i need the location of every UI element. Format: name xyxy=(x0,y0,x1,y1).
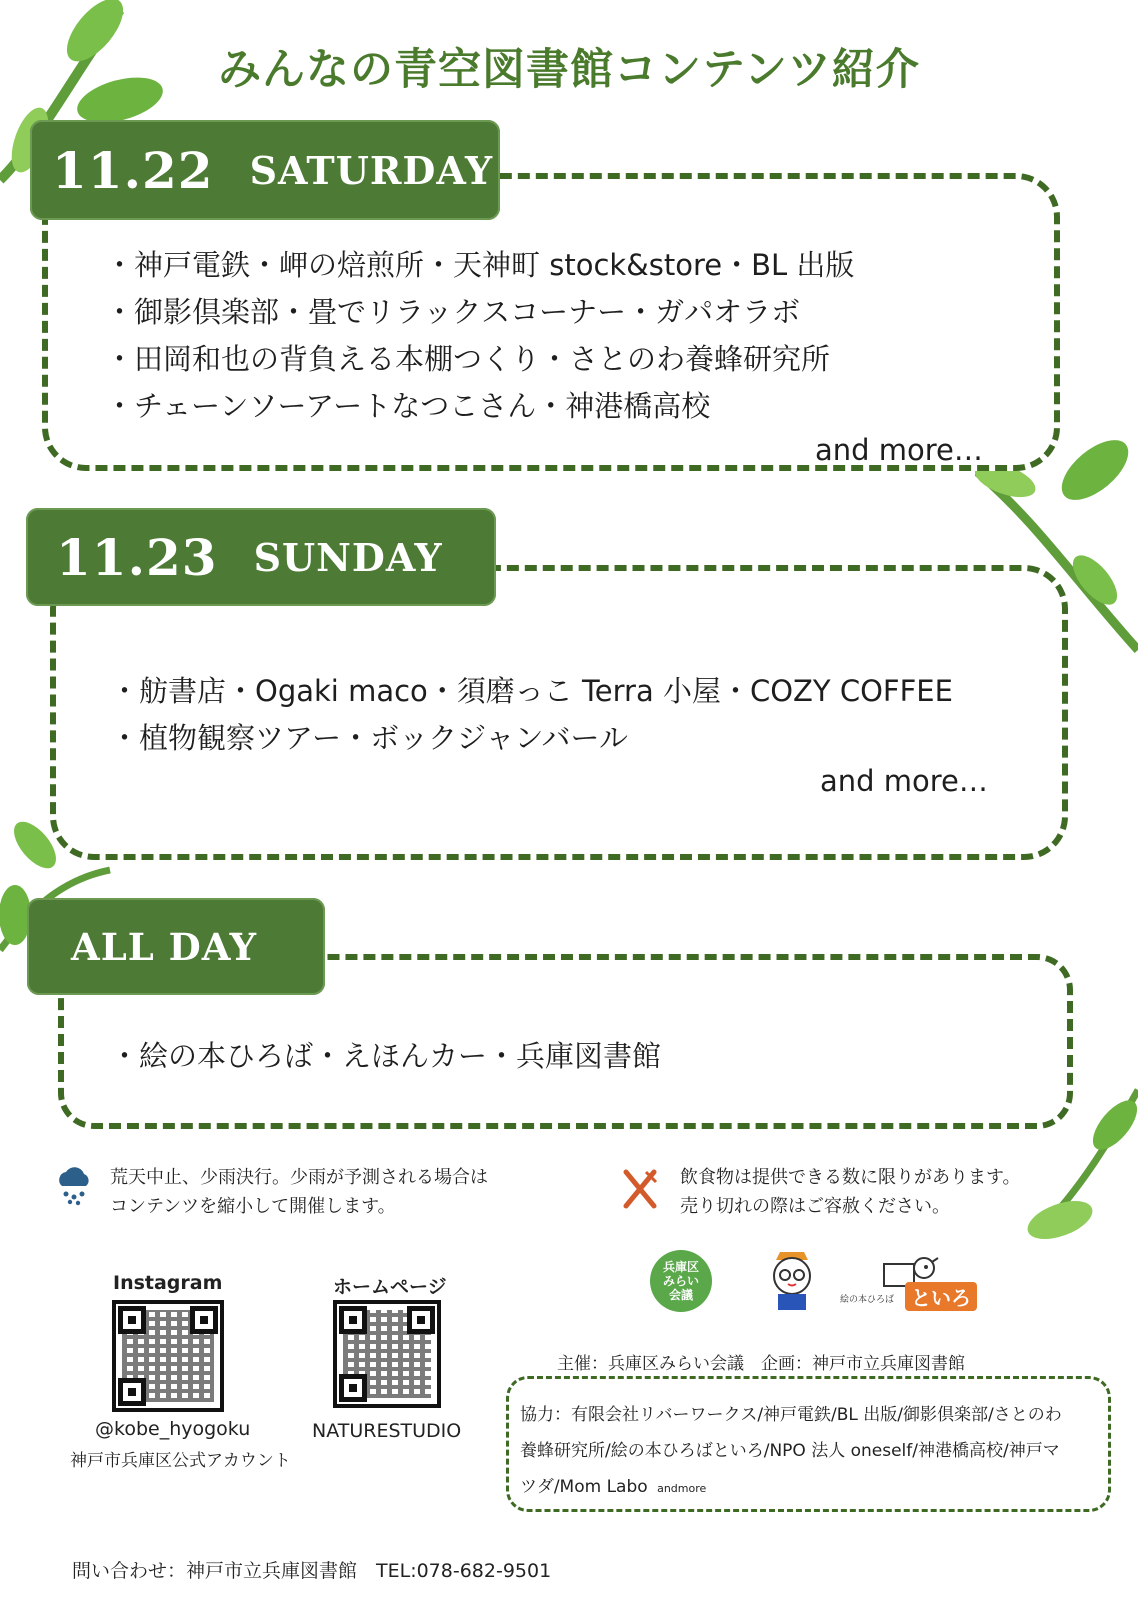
sunday-and-more: and more… xyxy=(820,764,988,798)
saturday-item: ・田岡和也の背負える本棚つくり・さとのわ養蜂研究所 xyxy=(105,342,831,376)
food-note-line: 飲食物は提供できる数に限りがあります。 xyxy=(680,1167,1021,1188)
homepage-label: ホームページ xyxy=(333,1276,447,1298)
saturday-item: ・チェーンソーアートなつこさん・神港橋高校 xyxy=(105,389,711,423)
instagram-qr-code[interactable] xyxy=(112,1300,224,1412)
page-title: みんなの青空図書館コンテンツ紹介 xyxy=(218,45,920,95)
instagram-handle: @kobe_hyogoku xyxy=(95,1418,251,1440)
sunday-item: ・植物観察ツアー・ボックジャンバール xyxy=(110,721,628,755)
saturday-item: ・御影倶楽部・畳でリラックスコーナー・ガパオラボ xyxy=(105,295,801,329)
mirai-logo-text: 兵庫区みらい会議 xyxy=(662,1260,699,1302)
library-mascot-logo xyxy=(762,1248,822,1314)
cooperation-line: 協力：有限会社リバーワークス/神戸電鉄/BL 出版/御影倶楽部/さとのわ xyxy=(520,1405,1062,1425)
saturday-item: ・神戸電鉄・岬の焙煎所・天神町 stock&store・BL 出版 xyxy=(105,248,855,282)
allday-tab xyxy=(27,898,325,995)
food-note-line: 売り切れの際はご容赦ください。 xyxy=(680,1196,950,1217)
cooperation-line-last xyxy=(520,1472,706,1497)
rain-cloud-icon xyxy=(54,1164,94,1206)
saturday-tab xyxy=(30,120,500,220)
ehon-hiroba-toiro-logo: といろ xyxy=(905,1282,977,1311)
contact-text: 問い合わせ：神戸市立兵庫図書館 TEL:078-682-9501 xyxy=(72,1560,552,1582)
saturday-day: SATURDAY xyxy=(249,147,494,193)
homepage-qr-code[interactable] xyxy=(333,1300,441,1408)
cooperation-and-more: andmore xyxy=(657,1482,707,1495)
weather-note-line: コンテンツを縮小して開催します。 xyxy=(110,1196,396,1217)
cooperation-last-text: ツダ/Mom Labo xyxy=(520,1477,648,1497)
allday-item: ・絵の本ひろば・えほんカー・兵庫図書館 xyxy=(110,1039,662,1073)
sunday-date: 11.23 xyxy=(56,527,218,587)
fork-knife-icon xyxy=(620,1168,660,1210)
cooperation-line: 養蜂研究所/絵の本ひろばといろ/NPO 法人 oneself/神港橋高校/神戸マ xyxy=(520,1441,1060,1461)
saturday-date: 11.22 xyxy=(52,140,214,200)
homepage-caption: NATURESTUDIO xyxy=(312,1420,462,1442)
allday-label: ALL DAY xyxy=(71,924,257,969)
sunday-day: SUNDAY xyxy=(253,534,443,580)
saturday-and-more: and more… xyxy=(815,433,983,467)
mirai-kaigi-logo xyxy=(650,1250,712,1312)
ehon-hiroba-small-text: 絵の本ひろば xyxy=(840,1295,895,1305)
instagram-caption: 神戸市兵庫区公式アカウント xyxy=(70,1451,291,1471)
instagram-label: Instagram xyxy=(113,1272,223,1294)
sunday-tab xyxy=(26,508,496,606)
sunday-item: ・舫書店・Ogaki maco・須磨っこ Terra 小屋・COZY COFFEE xyxy=(110,674,953,708)
organizer-text: 主催：兵庫区みらい会議 企画：神戸市立兵庫図書館 xyxy=(557,1354,965,1374)
sunday-box xyxy=(50,565,1068,860)
weather-note-line: 荒天中止、少雨決行。少雨が予測される場合は xyxy=(110,1167,488,1188)
